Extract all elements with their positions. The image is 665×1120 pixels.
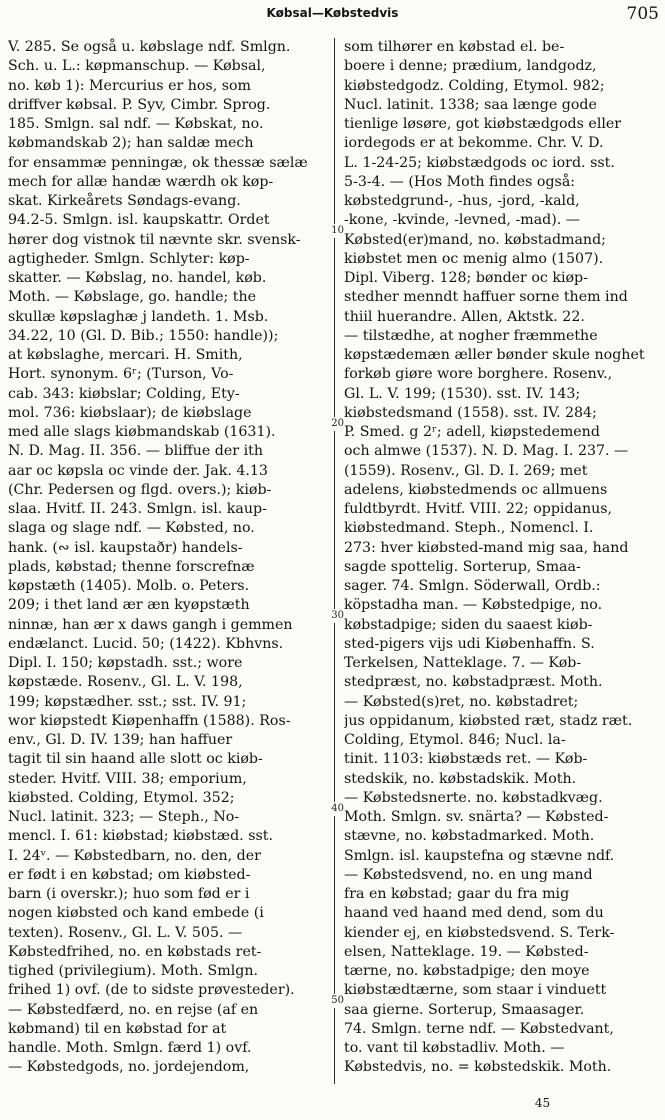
text-line: forkøb giøre wore borghere. Rosenv., [344, 366, 613, 383]
text-line: tagit til sin haand alle slott oc kiøb- [8, 751, 263, 768]
text-line: frihed 1) ovf. (de to sidste prøvesteder). [8, 982, 295, 999]
text-line: — Købstedgods, no. jordejendom, [8, 1059, 250, 1076]
text-line: med alle slags kiøbmandskab (1631). [8, 424, 276, 440]
text-line: 209; i thet land ær æn kyøpstæth [8, 597, 250, 614]
text-line: kiøbstædtærne, som staar i vinduett [344, 982, 607, 999]
text-line: 185. Smlgn. sal ndf. — Købskat, no. [8, 116, 264, 132]
text-line: hører dog vistnok til nævnte skr. svensk- [8, 231, 301, 248]
text-line: 5-3-4. — (Hos Moth findes også: [344, 173, 576, 190]
text-line: hank. (∾ isl. kaupstaðr) handels- [8, 539, 243, 556]
line-number: 20 [320, 417, 346, 431]
line-number: 40 [320, 802, 346, 816]
text-line: Gl. L. V. 199; (1530). sst. IV. 143; [344, 385, 581, 402]
text-line: at købslaghe, mercari. H. Smith, [8, 347, 243, 363]
line-number: 30 [320, 609, 346, 623]
text-line: — Købsted(s)ret, no. købstadret; [344, 693, 579, 710]
text-line: købmand) til en købstad for at [8, 1020, 227, 1037]
text-line: ninnæ, han ær x daws gangh i gemmen [8, 616, 293, 633]
text-line: stedher menndt haffuer sorne them ind [344, 289, 628, 306]
text-line: mol. 736: kiøbslaar); de kiøbslage [8, 404, 252, 421]
text-line: tinit. 1103: kiøbstæds ret. — Køb- [344, 751, 588, 768]
page-number: 705 [626, 4, 659, 24]
text-line: to. vant til købstadliv. Moth. — [344, 1040, 565, 1056]
text-line: V. 285. Se også u. købslage ndf. Smlgn. [8, 39, 291, 55]
text-line: haand ved haand med dend, som du [344, 905, 604, 922]
text-line: køpstæth (1405). Molb. o. Peters. [8, 578, 250, 594]
text-line: kiøbstedsmand (1558). sst. IV. 284; [344, 404, 597, 421]
text-line: barn (i overskr.); huo som fød er i [8, 886, 250, 902]
text-line: Sch. u. L.: køpmanschup. — Købsal, [8, 58, 266, 75]
text-line: Købsted(er)mand, no. købstadmand; [344, 231, 606, 248]
text-line: kiøbstet men oc menig almo (1507). [344, 250, 604, 267]
text-line: — Købstedsnerte. no. købstadkvæg. [344, 789, 603, 806]
text-line: kiøbsted. Colding, Etymol. 352; [8, 789, 235, 806]
text-line: køpstæde. Rosenv., Gl. L. V. 198, [8, 674, 243, 691]
text-line: sted-pigers vijs udi Kiøbenhaffn. S. [344, 635, 595, 652]
text-line: 94.2-5. Smlgn. isl. kaupskattr. Ordet [8, 212, 270, 229]
page-header [0, 2, 665, 30]
text-line: Smlgn. isl. kaupstefna og stævne ndf. [344, 847, 615, 864]
text-line: no. køb 1): Mercurius er hos, som [8, 77, 252, 94]
text-line: mech for allæ handæ wærdh ok køp- [8, 173, 274, 190]
text-line: fuldtbyrdt. Hvitf. VIII. 22; oppidanus, [344, 501, 613, 517]
text-line: Hort. synonym. 6ʳ; (Turson, Vo- [8, 366, 234, 383]
text-line: for ensammæ penningæ, ok thessæ sælæ [8, 154, 308, 171]
text-line: stedskik, no. købstadskik. Moth. [344, 770, 577, 787]
text-line: slaa. Hvitf. II. 243. Smlgn. isl. kaup- [8, 501, 267, 517]
text-line: slaga og slage ndf. — Købsted, no. [8, 520, 255, 537]
text-line: mencl. I. 61: kiøbstad; kiøbstæd. sst. [8, 828, 273, 845]
text-line: 74. Smlgn. terne ndf. — Købstedvant, [344, 1020, 614, 1037]
text-line: endælanct. Lucid. 50; (1422). Kbhvns. [8, 635, 284, 652]
text-line: -kone, -kvinde, -levned, -mad). — [344, 212, 580, 229]
text-line: (Chr. Pedersen og flgd. overs.); kiøb- [8, 481, 272, 498]
text-line: — Købstedsvend, no. en ung mand [344, 866, 593, 883]
text-line: skat. Kirkeårets Søndags-evang. [8, 193, 241, 209]
text-line: stævne, no. købstadmarked. Moth. [344, 828, 595, 845]
text-line: Dipl. Viberg. 128; bønder oc kiøp- [344, 270, 588, 286]
line-number: 50 [320, 994, 346, 1008]
text-line: køpstædemæn æller bønder skule noghet [344, 347, 645, 363]
text-line: kiøbstedmand. Steph., Nomencl. I. [344, 520, 594, 537]
text-line: tærne, no. købstadpige; den moye [344, 963, 590, 979]
text-line: Nucl. latinit. 1338; saa længe gode [344, 96, 597, 113]
signature-mark: 45 [534, 1096, 551, 1110]
text-line: stedpræst, no. købstadpræst. Moth. [344, 674, 603, 691]
text-line: sagde spottelig. Sorterup, Smaa- [344, 558, 581, 575]
text-line: boere i denne; prædium, landgodz, [344, 58, 597, 75]
text-line: handle. Moth. Smlgn. færd 1) ovf. [8, 1040, 252, 1056]
text-line: fra en købstad; gaar du fra mig [344, 886, 570, 902]
column-divider [334, 38, 335, 1084]
text-line: købstedgrund-, -hus, -jord, -kald, [344, 193, 580, 209]
text-line: N. D. Mag. II. 356. — bliffue der ith [8, 443, 263, 460]
text-line: thiil huerandre. Allen, Aktstk. 22. [344, 308, 585, 325]
line-number: 10 [320, 224, 346, 238]
text-line: aar oc køpsla oc vinde der. Jak. 4.13 [8, 462, 268, 479]
text-line: och almwe (1537). N. D. Mag. I. 237. — [344, 443, 629, 460]
text-line: kiender ej, en kiøbstedsvend. S. Terk- [344, 924, 615, 941]
text-line: Dipl. I. 150; køpstadh. sst.; wore [8, 655, 243, 671]
text-line: adelens, kiøbstedmends oc allmuens [344, 481, 608, 498]
text-line: elsen, Natteklage. 19. — Købsted- [344, 943, 589, 960]
text-line: (1559). Rosenv., Gl. D. I. 269; met [344, 462, 588, 479]
text-line: Nucl. latinit. 323; — Steph., No- [8, 809, 240, 825]
text-line: I. 24ᵛ. — Købstedbarn, no. den, der [8, 847, 261, 864]
text-line: agtigheder. Smlgn. Schlyter: køp- [8, 250, 250, 267]
text-line: 273: hver kiøbsted-mand mig saa, hand [344, 539, 629, 556]
text-line: env., Gl. D. IV. 139; han haffuer [8, 732, 233, 748]
text-line: Moth. — Købslage, go. handle; the [8, 289, 257, 306]
text-line: købmandskab 2); han saldæ mech [8, 135, 254, 152]
text-line: købstadpige; siden du saaest kiøb- [344, 616, 593, 633]
text-line: som tilhører en købstad el. be- [344, 39, 565, 55]
text-line: tienlige løsøre, got kiøbstædgods eller [344, 116, 622, 132]
text-line: P. Smed. g 2ʳ; adell, kiøpstedemend [344, 424, 600, 440]
text-line: Terkelsen, Natteklage. 7. — Køb- [344, 655, 582, 671]
text-line: steder. Hvitf. VIII. 38; emporium, [8, 770, 247, 787]
left-column [8, 38, 322, 1088]
text-line: nogen kiøbsted och kand embede (i [8, 905, 264, 922]
text-line: 199; køpstædher. sst.; sst. IV. 91; [8, 693, 247, 710]
text-line: Købstedvis, no. = købstedskik. Moth. [344, 1059, 612, 1076]
text-line: Købstedfrihed, no. en købstads ret- [8, 943, 262, 960]
running-head: Købsal—Købstedvis [266, 6, 399, 20]
text-line: tighed (privilegium). Moth. Smlgn. [8, 963, 258, 979]
text-line: saa gierne. Sorterup, Smaasager. [344, 1001, 585, 1018]
text-line: texten). Rosenv., Gl. L. V. 505. — [8, 924, 243, 941]
text-line: 34.22, 10 (Gl. D. Bib.; 1550: handle)); [8, 327, 279, 344]
text-line: köpstadha man. — Købstedpige, no. [344, 597, 603, 614]
text-line: sager. 74. Smlgn. Söderwall, Ordb.: [344, 578, 601, 594]
text-line: er født i en købstad; om kiøbsted- [8, 866, 251, 883]
text-line: — Købstedfærd, no. en rejse (af en [8, 1001, 259, 1018]
text-line: driffver købsal. P. Syv, Cimbr. Sprog. [8, 96, 271, 113]
text-line: L. 1-24-25; kiøbstædgods oc iord. sst. [344, 154, 615, 171]
text-line: cab. 343: kiøbslar; Colding, Ety- [8, 385, 240, 402]
text-columns [8, 38, 658, 1088]
text-line: — tilstædhe, at nogher fræmmethe [344, 327, 598, 344]
text-line: iordegods er at bekomme. Chr. V. D. [344, 135, 604, 152]
text-line: wor kiøpstedt Kiøpenhaffn (1588). Ros- [8, 712, 291, 729]
text-line: skullæ køpslaghæ j landeth. 1. Msb. [8, 308, 269, 325]
text-line: skatter. — Købslag, no. handel, køb. [8, 270, 267, 286]
text-line: jus oppidanum, kiøbsted ræt, stadz ræt. [344, 712, 633, 729]
text-line: Colding, Etymol. 846; Nucl. la- [344, 732, 566, 748]
text-line: plads, købstad; thenne forscrefnæ [8, 558, 255, 575]
right-column [344, 38, 658, 1088]
text-line: Moth. Smlgn. sv. snärta? — Købsted- [344, 809, 609, 825]
text-line: kiøbstedgodz. Colding, Etymol. 982; [344, 77, 605, 94]
